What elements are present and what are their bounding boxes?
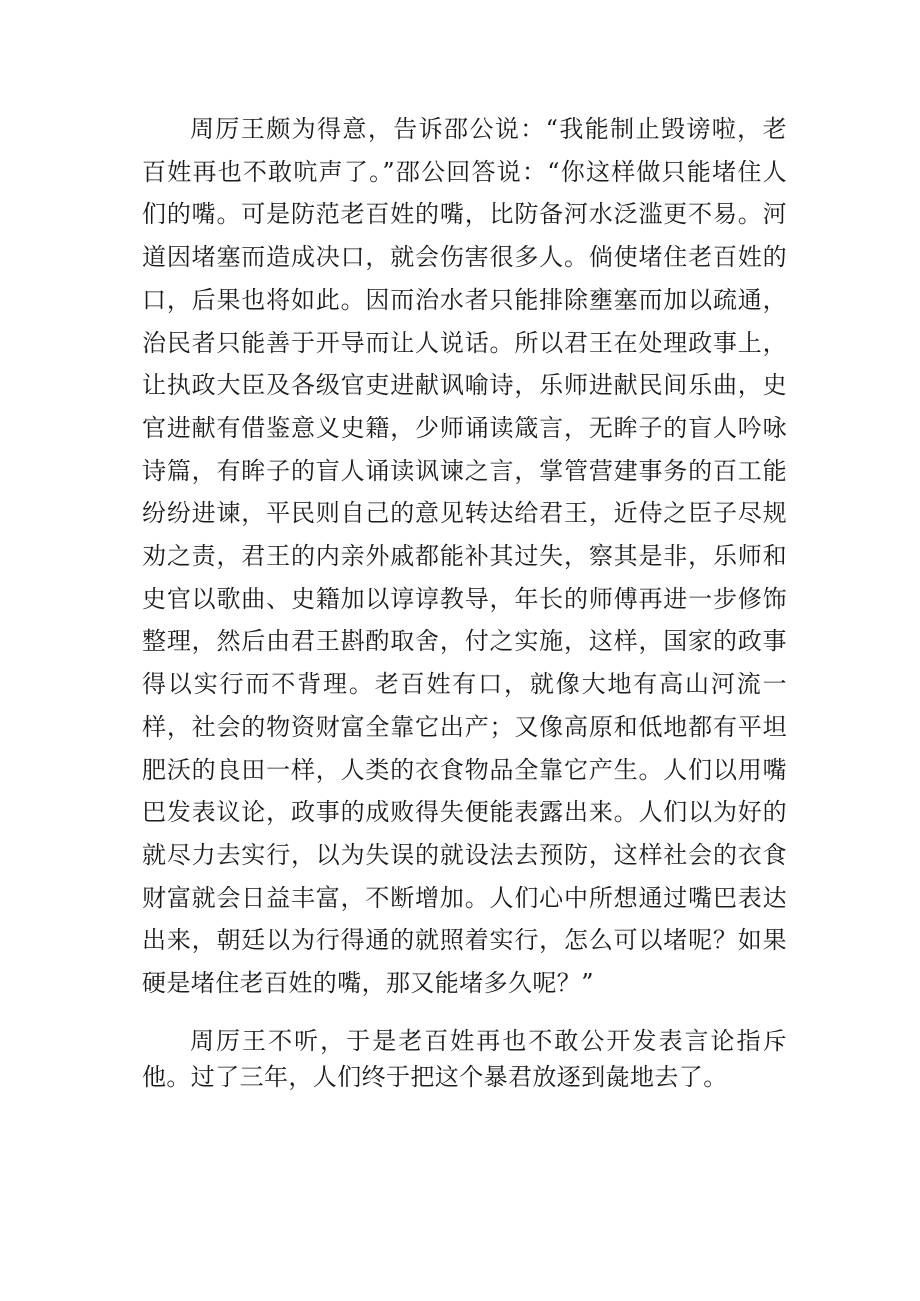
paragraph-shaogong-reply: 周厉王颇为得意，告诉邵公说：“我能制止毁谤啦，老百姓再也不敢吭声了。”邵公回答说：“你这样做只能堵住人们的嘴。可是防范老百姓的嘴，比防备河水泛滥更不易。河道因堵塞而造成决口，就会伤害很多人。倘使堵住老百姓的口，后果也将如此。因而治水者只能排除壅塞而加以疏通，治民者只能善于开导而让人说话。所以君王在处理政事上，让执政大臣及各级官吏进献讽喻诗，乐师进献民间乐曲，史官进献有借鉴意义史籍，少师诵读箴言，无眸子的盲人吟咏诗篇，有眸子的盲人诵读讽谏之言，掌管营建事务的百工能纷纷进谏，平民则自己的意见转达给君王，近侍之臣子尽规劝之责，君王的内亲外戚都能补其过失，察其是非，乐师和史官以歌曲、史籍加以谆谆教导，年长的师傅再进一步修饰整理，然后由君王斟酌取舍，付之实施，这样，国家的政事得以实行而不背理。老百姓有口，就像大地有高山河流一样，社会的物资财富全靠它出产；又像高原和低地都有平坦肥沃的良田一样，人类的衣食物品全靠它产生。人们以用嘴巴发表议论，政事的成败得失便能表露出来。人们以为好的就尽力去实行，以为失误的就设法去预防，这样社会的衣食财富就会日益丰富，不断增加。人们心中所想通过嘴巴表达出来，朝廷以为行得通的就照着实行，怎么可以堵呢？如果硬是堵住老百姓的嘴，那又能堵多久呢？” (142, 115, 787, 998)
paragraph-king-exiled: 周厉王不听，于是老百姓再也不敢公开发表言论指斥他。过了三年，人们终于把这个暴君放逐到彘地去了。 (142, 1026, 787, 1091)
document-body (142, 108, 787, 1095)
